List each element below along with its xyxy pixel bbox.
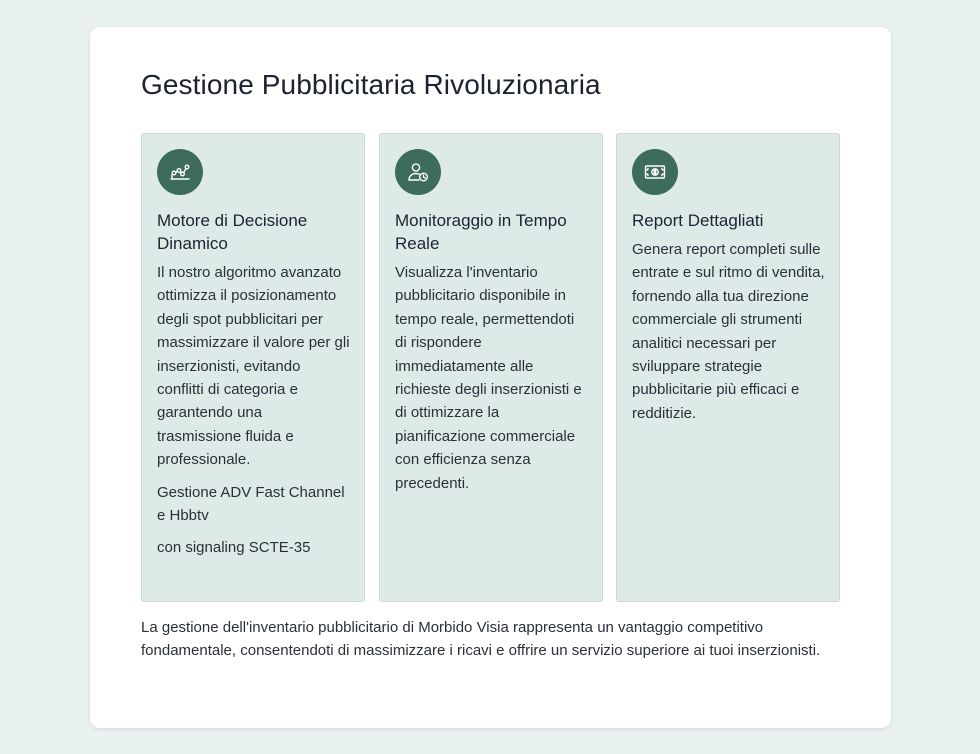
- feature-extra-note: Gestione ADV Fast Channel e Hbbtv: [157, 483, 345, 525]
- feature-description: Genera report completi sulle entrate e sul ritmo di vendita, fornendo alla tua direzione commerciale gli strumenti analitici necessari per sviluppare strategie pubblicitarie più efficaci e redditizie.: [632, 241, 825, 422]
- page-title: Gestione Pubblicitaria Rivoluzionaria: [141, 69, 601, 100]
- money-bill-icon: [632, 149, 678, 195]
- feature-card-realtime-monitoring: [379, 133, 603, 602]
- feature-description: Il nostro algoritmo avanzato ottimizza il posizionamento degli spot pubblicitari per massimizzare il valore per gli inserzionisti, evitando conflitti di categoria e garantendo una trasmissione fluida e professionale.: [157, 264, 350, 469]
- features-grid: [141, 133, 840, 602]
- user-clock-icon: [395, 149, 441, 195]
- feature-card-detailed-reports: [616, 133, 840, 602]
- feature-description: Visualizza l'inventario pubblicitario disponibile in tempo reale, permettendoti di rispondere immediatamente alle richieste degli inserzionisti e di ottimizzare la pianificazione commerciale con efficienza senza precedenti.: [395, 264, 582, 492]
- content-card: [90, 27, 891, 728]
- analytics-chart-icon: [157, 149, 203, 195]
- feature-card-decision-engine: [141, 133, 365, 602]
- feature-title: Monitoraggio in Tempo Reale: [395, 211, 567, 253]
- feature-extra-note: con signaling SCTE-35: [157, 539, 311, 557]
- summary-paragraph: La gestione dell'inventario pubblicitario di Morbido Visia rappresenta un vantaggio competitivo fondamentale, consentendoti di massimizzare i ricavi e offrire un servizio superiore ai tuoi inserzionisti.: [141, 619, 821, 660]
- feature-title: Motore di Decisione Dinamico: [157, 211, 308, 253]
- feature-title: Report Dettagliati: [632, 211, 764, 230]
